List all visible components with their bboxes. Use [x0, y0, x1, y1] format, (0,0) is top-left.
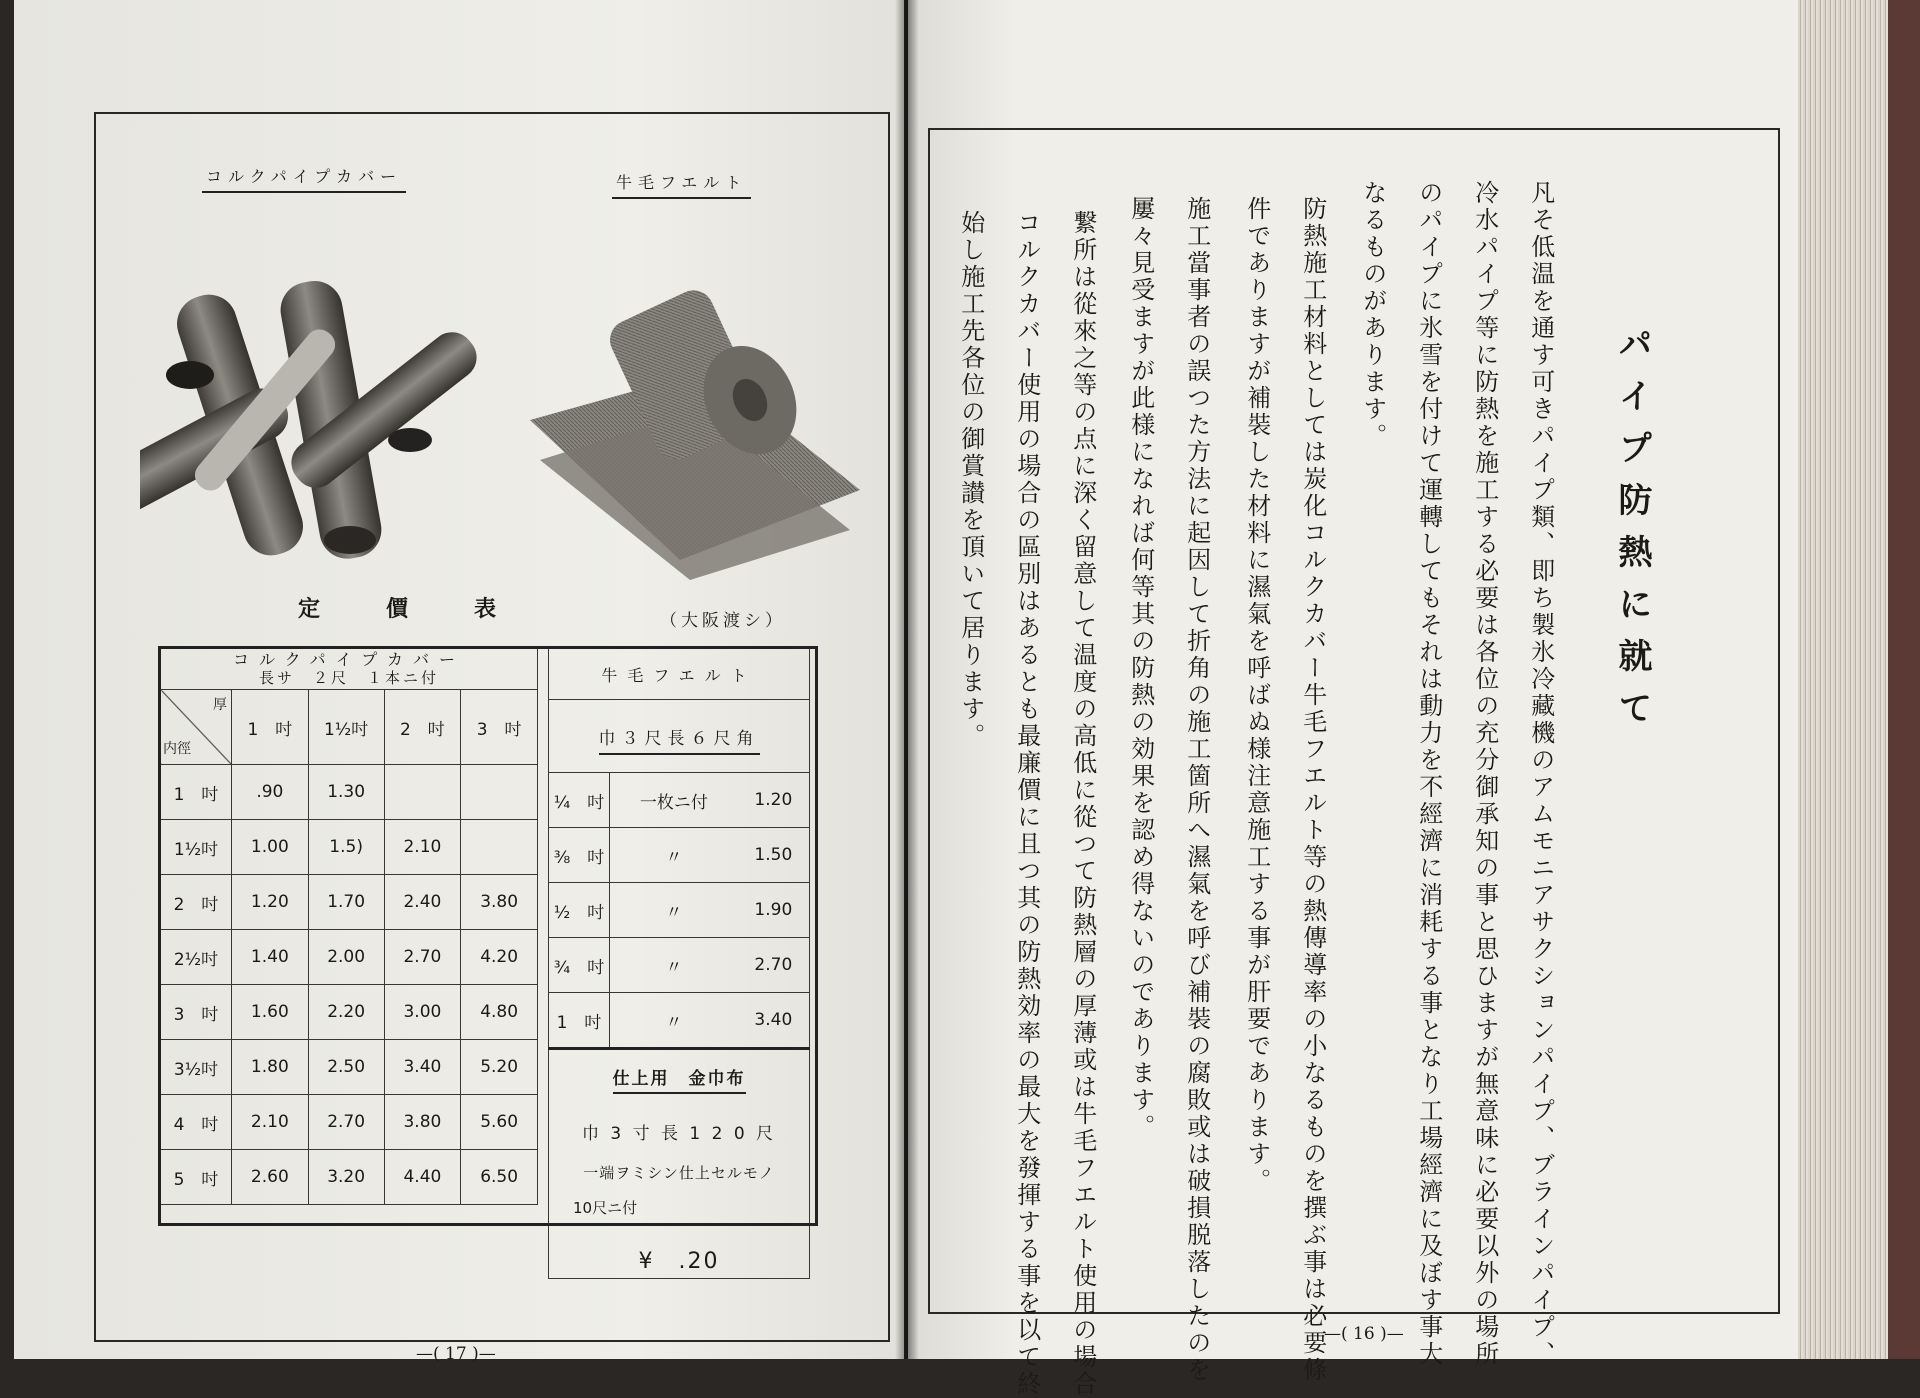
felt-size: ¾ 吋 — [549, 938, 610, 993]
text-column: 屢々見受ますが此様になれば何等其の防熱の効果を認め得ないのであります。 — [1126, 196, 1155, 1141]
felt-roll-group — [530, 284, 860, 580]
price-cell: 2.50 — [308, 1040, 384, 1095]
price-cell: 2.60 — [232, 1150, 309, 1205]
finish-cloth-title: 仕上用 金巾布 — [549, 1064, 809, 1089]
book-spine — [895, 0, 919, 1359]
price-cell: 2.10 — [232, 1095, 309, 1150]
price-cell: 2.70 — [308, 1095, 384, 1150]
price-cell: 4.40 — [384, 1150, 461, 1205]
price-cell: 2.20 — [308, 985, 384, 1040]
row-size: 2 吋 — [161, 875, 232, 930]
felt-size: ¼ 吋 — [549, 773, 610, 828]
price-table-border — [158, 646, 818, 1226]
text-column: のパイプに氷雪を付けて運轉してもそれは動力を不經濟に消耗する事となり工場經濟に及ぼす事大 — [1414, 180, 1443, 1368]
row-size: 5 吋 — [161, 1150, 232, 1205]
cork-table-subtitle: 長サ ２尺 １本ニ付 — [258, 669, 439, 687]
text-column: 防熱施工材料としては炭化コルクカバー牛毛フエルト等の熱傳導率の小なるものを撰ぶ事は必要條 — [1298, 196, 1327, 1384]
row-size: 2½吋 — [161, 930, 232, 985]
felt-price: 2.70 — [738, 938, 810, 993]
price-cell: 5.20 — [461, 1040, 538, 1095]
felt-caption: 牛毛フエルト — [612, 170, 751, 199]
cork-table-title: コルクパイプカバー — [232, 650, 466, 669]
row-size: 1½吋 — [161, 820, 232, 875]
delivery-note: （大阪渡シ） — [660, 611, 786, 631]
finish-cloth-size: 巾 3 寸 長 1 2 0 尺 — [581, 1124, 777, 1144]
text-column: 施工當事者の誤つた方法に起因して折角の施工箇所へ濕氣を呼び補裝の腐敗或は破損脱落したのを — [1182, 196, 1211, 1384]
price-cell: 2.10 — [384, 820, 461, 875]
felt-table-title: 牛毛フエルト — [549, 649, 810, 700]
inner-diameter-label: 内徑 — [163, 741, 191, 757]
price-cell: 1.70 — [308, 875, 384, 930]
price-cell: 2.00 — [308, 930, 384, 985]
felt-price: 1.50 — [738, 828, 810, 883]
felt-unit: 〃 — [610, 938, 738, 993]
left-page-number: —( 17 )— — [416, 1344, 496, 1364]
price-cell: 3.00 — [384, 985, 461, 1040]
thickness-header: 1½吋 — [308, 690, 384, 765]
thickness-label: 厚 — [213, 697, 227, 713]
text-column: 繋所は從來之等の点に深く留意して温度の高低に從つて防熱層の厚薄或は牛毛フエルト使用の場合 — [1068, 210, 1097, 1398]
felt-roll-photo — [510, 280, 870, 580]
felt-unit: 〃 — [610, 828, 738, 883]
price-cell: 3.20 — [308, 1150, 384, 1205]
finish-cloth-unit: 10尺ニ付 — [573, 1199, 638, 1217]
text-column: 件でありますが補裝した材料に濕氣を呼ばぬ様注意施工する事が肝要であります。 — [1242, 196, 1271, 1195]
cork-pipe-photo — [140, 270, 500, 580]
text-column: コルクカバー使用の場合の區別はあるとも最廉價に且つ其の防熱効率の最大を發揮する事を以て終 — [1012, 210, 1041, 1398]
felt-size: ⅜ 吋 — [549, 828, 610, 883]
price-cell: 1.00 — [232, 820, 309, 875]
book-cover-edge — [1888, 0, 1920, 1359]
felt-size: 1 吋 — [549, 993, 610, 1049]
felt-unit: 〃 — [610, 993, 738, 1049]
price-cell: 1.30 — [308, 765, 384, 820]
price-cell: 1.20 — [232, 875, 309, 930]
right-page-number: —( 16 )— — [1324, 1324, 1404, 1344]
price-cell: 6.50 — [461, 1150, 538, 1205]
thickness-header: 1 吋 — [232, 690, 309, 765]
text-column: 冷水パイプ等に防熱を施工する必要は各位の充分御承知の事と思ひますが無意味に必要以外の場所 — [1470, 180, 1499, 1368]
price-table-title: 定 價 表 — [298, 596, 497, 622]
thickness-header: 2 吋 — [384, 690, 461, 765]
price-cell: 2.40 — [384, 875, 461, 930]
thickness-header: 3 吋 — [461, 690, 538, 765]
cork-cover-caption: コルクパイプカバー — [202, 164, 406, 193]
price-cell: 2.70 — [384, 930, 461, 985]
price-cell: 4.80 — [461, 985, 538, 1040]
price-cell: 1.80 — [232, 1040, 309, 1095]
text-column: なるものがあります。 — [1358, 180, 1387, 450]
felt-unit: 〃 — [610, 883, 738, 938]
price-cell: 1.5) — [308, 820, 384, 875]
felt-table-subtitle: 巾３尺長６尺角 — [599, 729, 760, 755]
price-cell: 3.80 — [461, 875, 538, 930]
price-cell: 1.60 — [232, 985, 309, 1040]
text-column: 始し施工先各位の御賞讃を頂いて居ります。 — [956, 210, 985, 750]
row-size: 3½吋 — [161, 1040, 232, 1095]
felt-price: 1.20 — [738, 773, 810, 828]
article-title: パイプ防熱に就て — [1612, 326, 1652, 742]
price-cell: 1.40 — [232, 930, 309, 985]
price-cell: 3.80 — [384, 1095, 461, 1150]
finish-cloth-spec: 一端ヲミシン仕上セルモノ — [583, 1164, 775, 1182]
row-size: 4 吋 — [161, 1095, 232, 1150]
cork-pipe-group — [140, 277, 485, 564]
finish-cloth-price: ¥ .20 — [638, 1249, 720, 1274]
felt-price: 1.90 — [738, 883, 810, 938]
text-column: 凡そ低温を通す可きパイプ類、即ち製氷冷藏機のアムモニアサクションパイプ、ブラインパイプ、 — [1526, 180, 1555, 1368]
price-cell: 3.40 — [384, 1040, 461, 1095]
price-cell: 4.20 — [461, 930, 538, 985]
price-cell: .90 — [232, 765, 309, 820]
felt-size: ½ 吋 — [549, 883, 610, 938]
row-size: 1 吋 — [161, 765, 232, 820]
row-size: 3 吋 — [161, 985, 232, 1040]
felt-price: 3.40 — [738, 993, 810, 1049]
felt-unit: 一枚ニ付 — [610, 773, 738, 828]
price-cell: 5.60 — [461, 1095, 538, 1150]
